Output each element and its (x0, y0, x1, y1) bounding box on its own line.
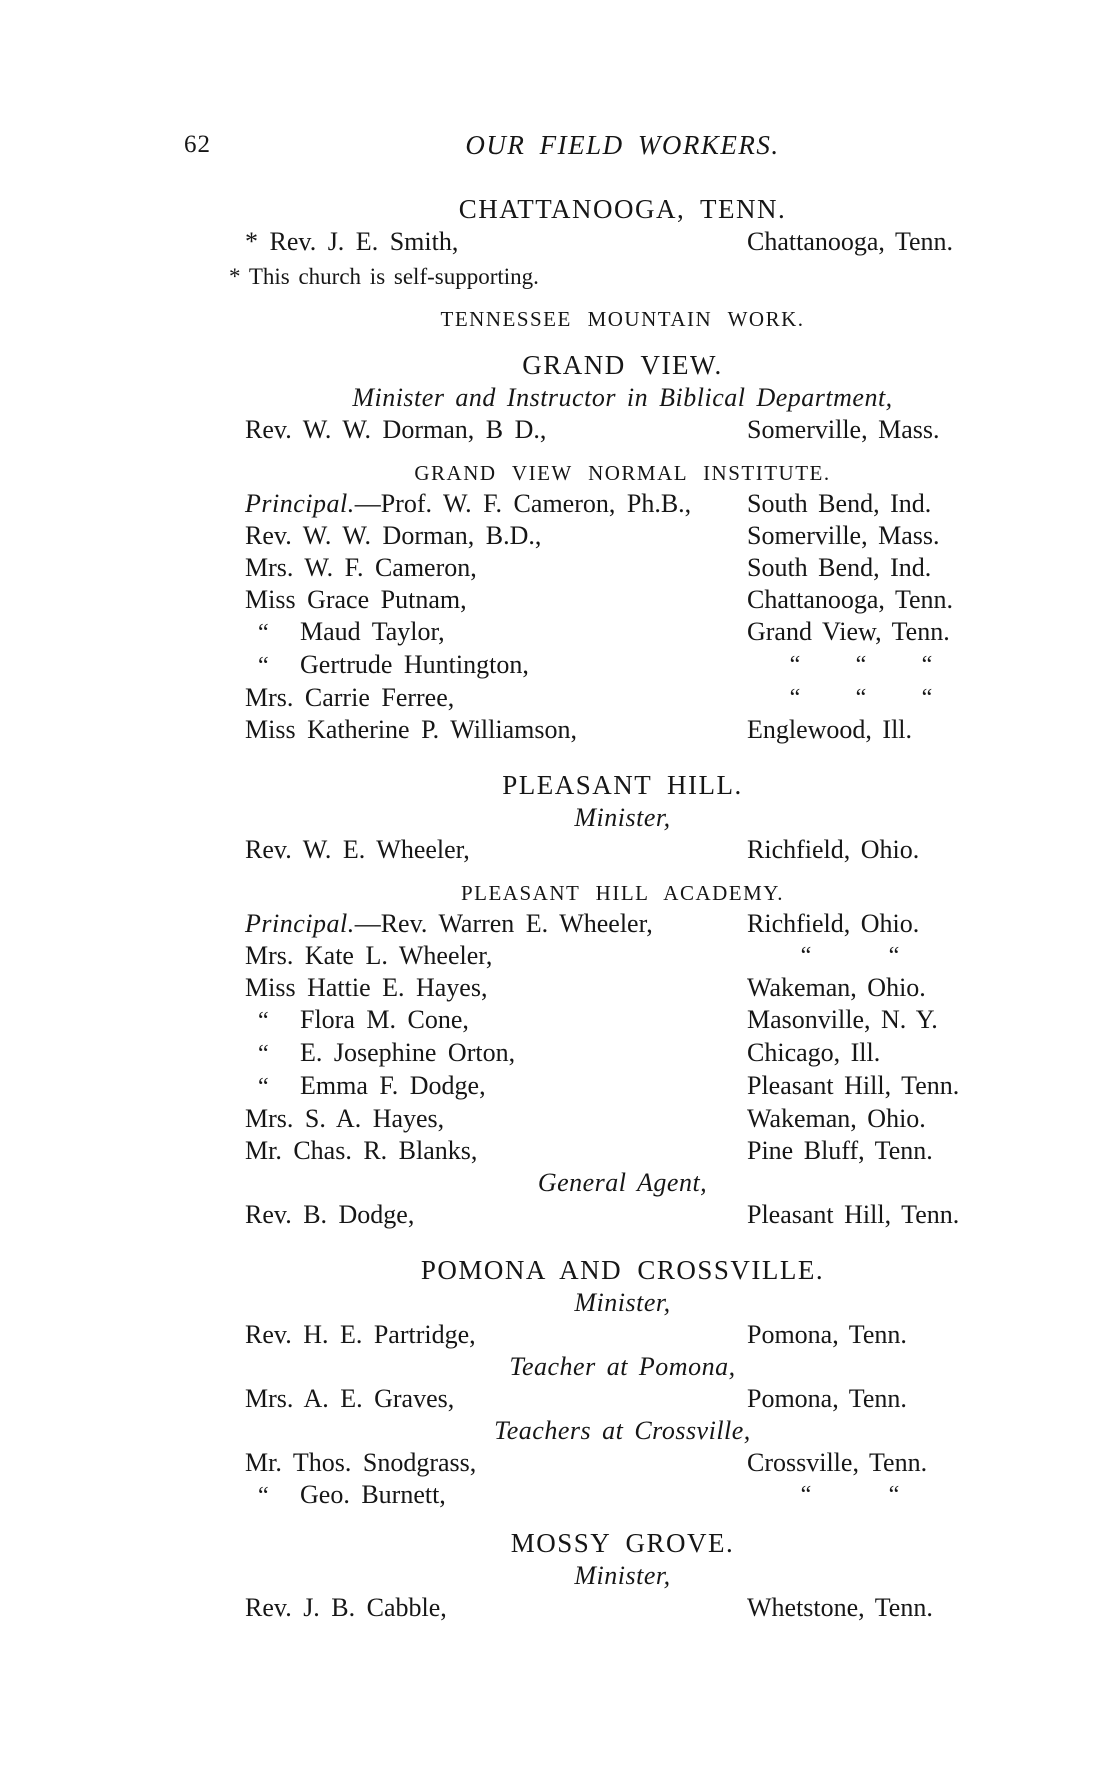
entry-location (747, 520, 1000, 552)
entry-row (245, 1479, 1000, 1512)
entry-name (245, 1199, 747, 1231)
entry-row (245, 940, 1000, 972)
section-heading: TENNESSEE MOUNTAIN WORK. (440, 307, 805, 331)
entry-name-text: Rev. J. B. Cabble, (245, 1593, 447, 1622)
entry-role-prefix: Principal. (245, 909, 355, 938)
entry-name-text: Miss Hattie E. Hayes, (245, 973, 488, 1002)
section-tennessee-mountain-work (245, 304, 1000, 334)
entry-location (747, 616, 1000, 649)
entry-name-text: Mrs. Kate L. Wheeler, (245, 941, 493, 970)
entry-row (245, 1070, 1000, 1103)
entry-row (245, 649, 1000, 682)
entry-name-text: Mrs. A. E. Graves, (245, 1384, 455, 1413)
entry-row (245, 1004, 1000, 1037)
section-pleasant-hill (245, 768, 1000, 866)
entry-row (245, 520, 1000, 552)
ditto-mark: “ (888, 943, 898, 969)
entry-location (747, 1070, 1000, 1103)
entry-location-text: Somerville, Mass. (747, 415, 940, 444)
entry-location (747, 649, 1000, 682)
entry-name (245, 908, 747, 940)
entry-location (747, 552, 1000, 584)
entry-row (245, 1319, 1000, 1351)
entry-row (245, 1135, 1000, 1167)
ditto-mark: “ (888, 1482, 898, 1508)
role-line: Teacher at Pomona, (509, 1352, 736, 1381)
section-heading: CHATTANOOGA, TENN. (458, 194, 787, 224)
entry-name (245, 1004, 747, 1037)
entry-location-text: Pomona, Tenn. (747, 1384, 907, 1413)
section-heading: POMONA AND CROSSVILLE. (420, 1255, 825, 1285)
ditto-mark: “ (800, 943, 810, 969)
entry-name (245, 649, 747, 682)
entry-name-text: Emma F. Dodge, (300, 1071, 486, 1100)
entry-name-text: Rev. W. W. Dorman, B.D., (245, 521, 542, 550)
entry-name-text: —Prof. W. F. Cameron, Ph.B., (354, 489, 692, 518)
entry-name-text: Gertrude Huntington, (300, 650, 529, 679)
entry-location (747, 972, 1000, 1004)
entry-row (245, 1103, 1000, 1135)
entry-name (245, 1070, 747, 1103)
entry-location-text: South Bend, Ind. (747, 489, 932, 518)
entry-name-text: Mr. Chas. R. Blanks, (245, 1136, 478, 1165)
entry-location (747, 1037, 1000, 1070)
running-title: OUR FIELD WORKERS. (465, 130, 780, 160)
entry-name-text: Mrs. W. F. Cameron, (245, 553, 477, 582)
entry-name (245, 714, 747, 746)
ditto-mark: “ (789, 685, 799, 711)
entry-name (245, 682, 747, 714)
entry-name (245, 1103, 747, 1135)
entry-location (747, 1135, 1000, 1167)
entry-location-text: Pomona, Tenn. (747, 1320, 907, 1349)
entry-row (245, 552, 1000, 584)
entry-name (245, 584, 747, 616)
entry-location (747, 1319, 1000, 1351)
entry-name (245, 552, 747, 584)
entry-name (245, 972, 747, 1004)
entry-name-text: Flora M. Cone, (300, 1005, 469, 1034)
ditto-mark: “ (800, 1482, 810, 1508)
section-chattanooga (229, 192, 1000, 292)
ditto-mark: “ (855, 685, 865, 711)
entry-row (245, 414, 1000, 446)
ditto-mark: “ (258, 1008, 267, 1034)
entry-name (245, 1135, 747, 1167)
page-header (0, 0, 1096, 162)
role-line: Minister, (574, 1288, 671, 1317)
entry-name (245, 1447, 747, 1479)
entry-name-text: Mr. Thos. Snodgrass, (245, 1448, 477, 1477)
entry-name (245, 488, 747, 520)
ditto-mark: “ (921, 685, 931, 711)
entry-name-text: Rev. W. W. Dorman, B D., (245, 415, 547, 444)
entry-name (245, 1592, 747, 1624)
section-grand-view (245, 348, 1000, 446)
entry-name (245, 940, 747, 972)
role-line: Teachers at Crossville, (494, 1416, 751, 1445)
entry-name (245, 1319, 747, 1351)
entry-location-text: Somerville, Mass. (747, 521, 940, 550)
entry-location-text: South Bend, Ind. (747, 553, 932, 582)
entry-name-text: Miss Grace Putnam, (245, 585, 467, 614)
entry-row (245, 972, 1000, 1004)
section-heading: PLEASANT HILL ACADEMY. (460, 881, 785, 905)
section-heading: MOSSY GROVE. (510, 1528, 735, 1558)
ditto-mark: “ (258, 1074, 267, 1100)
page-content (229, 192, 1000, 1624)
role-line: General Agent, (537, 1168, 708, 1197)
entry-name (245, 1037, 747, 1070)
entry-location-text: Wakeman, Ohio. (747, 973, 926, 1002)
entry-location-text: Chattanooga, Tenn. (747, 585, 954, 614)
entry-location (747, 488, 1000, 520)
entry-role-prefix: Principal. (245, 489, 355, 518)
entry-name-text: Rev. H. E. Partridge, (245, 1320, 476, 1349)
entry-location (747, 1447, 1000, 1479)
section-grand-view-normal-institute (245, 458, 1000, 746)
entry-location (747, 834, 1000, 866)
section-pleasant-hill-academy (245, 878, 1000, 1231)
entry-name-text: Rev. B. Dodge, (245, 1200, 415, 1229)
entry-row (245, 714, 1000, 746)
entry-name (245, 834, 747, 866)
role-line: Minister, (574, 803, 671, 832)
entry-row (245, 1592, 1000, 1624)
entry-location (747, 226, 1000, 258)
entry-location (747, 584, 1000, 616)
entry-row (245, 834, 1000, 866)
entry-name-text: Maud Taylor, (300, 617, 445, 646)
entry-location-text: Englewood, Ill. (747, 715, 913, 744)
entry-name-text: Mrs. S. A. Hayes, (245, 1104, 445, 1133)
entry-name-text: * Rev. J. E. Smith, (245, 227, 459, 256)
section-mossy-grove (245, 1526, 1000, 1624)
footnote: * This church is self-supporting. (229, 264, 539, 289)
ditto-mark: “ (258, 653, 267, 679)
ditto-mark: “ (258, 1483, 267, 1509)
entry-location (747, 682, 1000, 714)
ditto-mark: “ (258, 1041, 267, 1067)
entry-location (747, 940, 1000, 972)
entry-name-text: Mrs. Carrie Ferree, (245, 683, 455, 712)
entry-name (245, 414, 747, 446)
entry-location (747, 1103, 1000, 1135)
entry-name-text: E. Josephine Orton, (300, 1038, 516, 1067)
entry-name (245, 226, 747, 258)
entry-name (245, 616, 747, 649)
entry-name-text: Rev. W. E. Wheeler, (245, 835, 470, 864)
entry-location-text: Grand View, Tenn. (747, 617, 950, 646)
entry-row (245, 682, 1000, 714)
section-heading: GRAND VIEW NORMAL INSTITUTE. (414, 461, 831, 485)
entry-location (747, 414, 1000, 446)
ditto-mark: “ (921, 652, 931, 678)
ditto-mark: “ (855, 652, 865, 678)
entry-location (747, 908, 1000, 940)
page-number: 62 (184, 131, 211, 158)
entry-location (747, 1199, 1000, 1231)
entry-location-text: Richfield, Ohio. (747, 835, 920, 864)
entry-name-text: Geo. Burnett, (300, 1480, 446, 1509)
entry-location-text: Masonville, N. Y. (747, 1005, 938, 1034)
entry-row (245, 1199, 1000, 1231)
entry-location-text: Chattanooga, Tenn. (747, 227, 954, 256)
entry-location-text: Wakeman, Ohio. (747, 1104, 926, 1133)
entry-row (245, 616, 1000, 649)
entry-location-text: Chicago, Ill. (747, 1038, 881, 1067)
entry-location (747, 1479, 1000, 1512)
entry-row (245, 1037, 1000, 1070)
entry-location-text: Crossville, Tenn. (747, 1448, 928, 1477)
role-line: Minister and Instructor in Biblical Department, (352, 383, 893, 412)
entry-location-text: Whetstone, Tenn. (747, 1593, 933, 1622)
entry-location-text: Pine Bluff, Tenn. (747, 1136, 933, 1165)
entry-name (245, 520, 747, 552)
section-heading: GRAND VIEW. (522, 350, 723, 380)
entry-location (747, 1592, 1000, 1624)
section-pomona-and-crossville (245, 1253, 1000, 1512)
entry-row (245, 1383, 1000, 1415)
entry-name-text: Miss Katherine P. Williamson, (245, 715, 577, 744)
entry-row (245, 908, 1000, 940)
entry-name (245, 1479, 747, 1512)
entry-location-text: Pleasant Hill, Tenn. (747, 1071, 960, 1100)
entry-row (245, 584, 1000, 616)
ditto-mark: “ (789, 652, 799, 678)
entry-location-text: Richfield, Ohio. (747, 909, 920, 938)
entry-location (747, 1004, 1000, 1037)
entry-location (747, 1383, 1000, 1415)
entry-row (245, 488, 1000, 520)
entry-location (747, 714, 1000, 746)
entry-name-text: —Rev. Warren E. Wheeler, (354, 909, 653, 938)
ditto-mark: “ (258, 620, 267, 646)
role-line: Minister, (574, 1561, 671, 1590)
section-heading: PLEASANT HILL. (502, 770, 743, 800)
entry-location-text: Pleasant Hill, Tenn. (747, 1200, 960, 1229)
entry-row (245, 226, 1000, 258)
entry-row (245, 1447, 1000, 1479)
entry-name (245, 1383, 747, 1415)
